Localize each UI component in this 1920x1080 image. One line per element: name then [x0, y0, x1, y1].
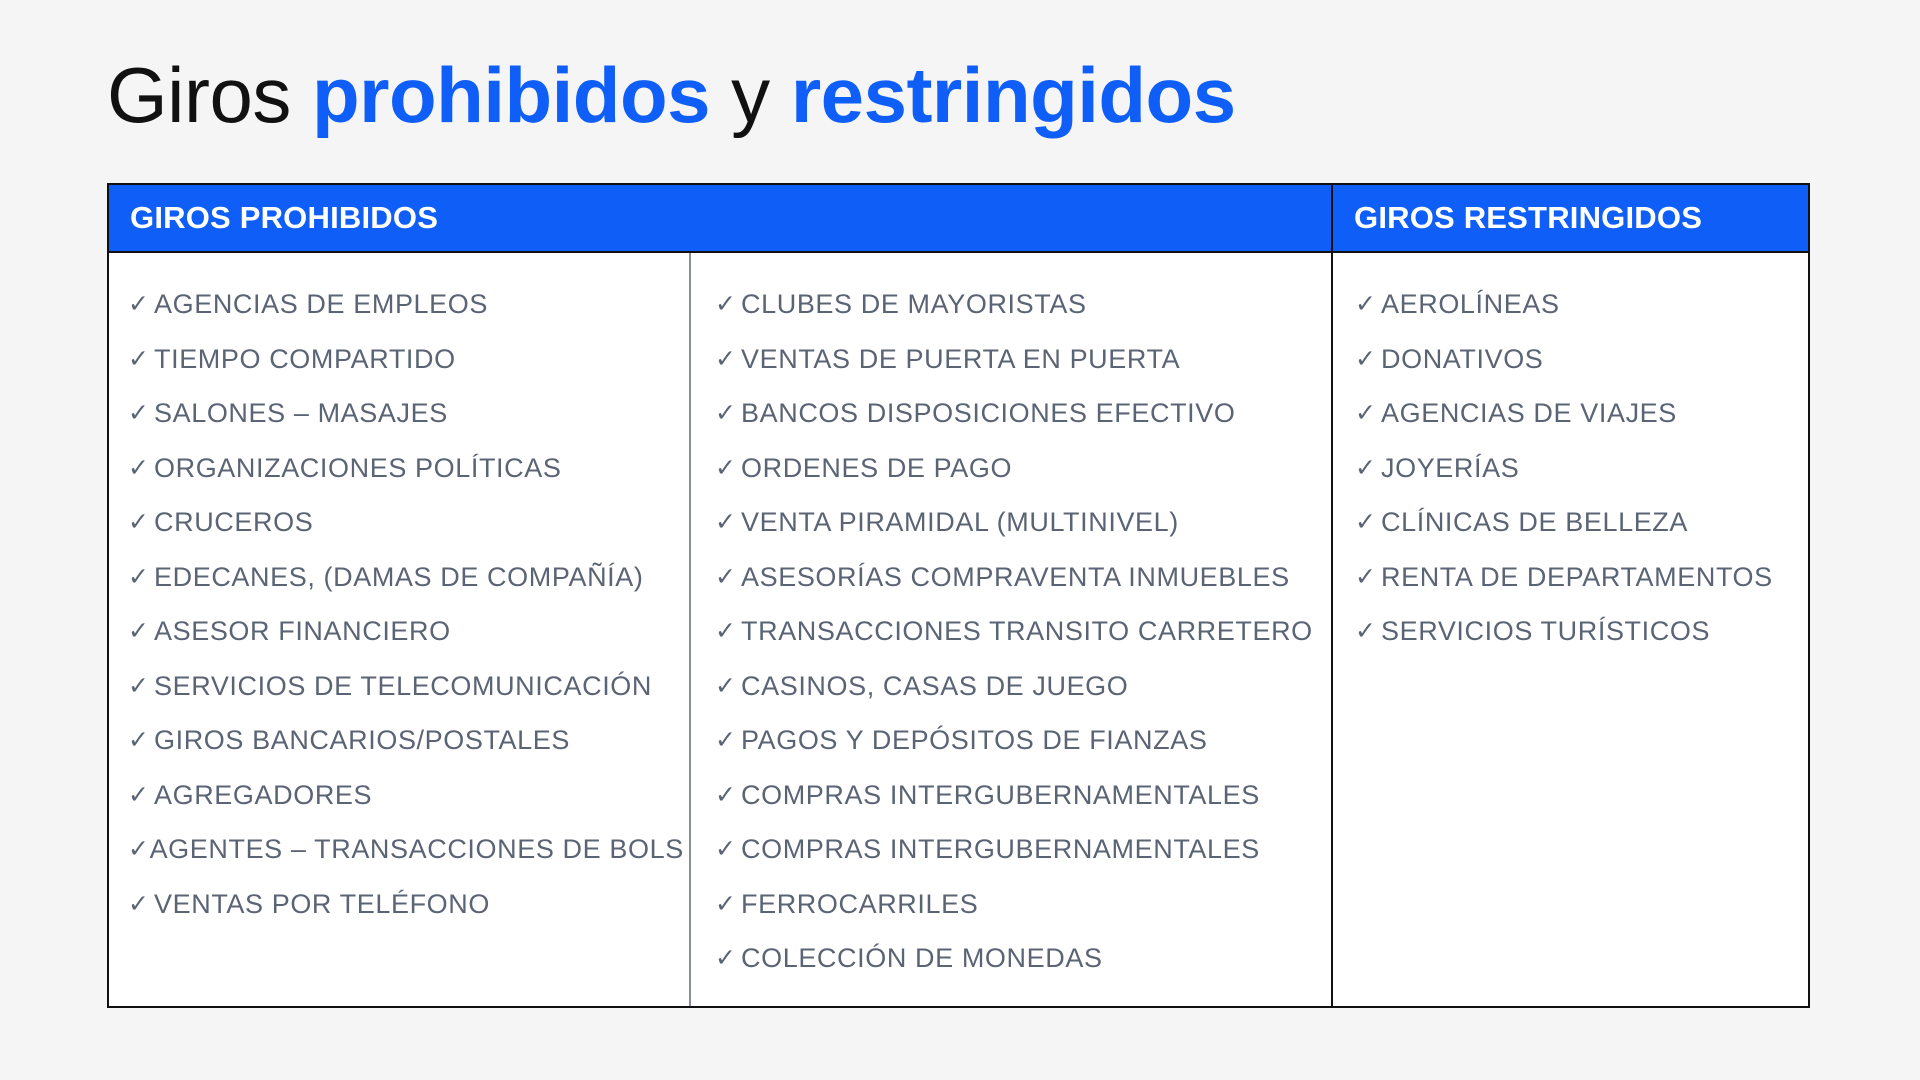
check-icon: ✓ [1355, 398, 1377, 427]
list-item [715, 289, 1325, 344]
check-icon: ✓ [715, 779, 737, 809]
list-item [715, 616, 1325, 671]
list-item-label: CLÍNICAS DE BELLEZA [1381, 507, 1689, 537]
list-item [128, 344, 683, 399]
list-item [1355, 507, 1805, 562]
list-item [715, 562, 1325, 617]
column-divider-minor [689, 253, 691, 1006]
title-part-restringidos: restringidos [790, 51, 1236, 139]
list-item [715, 780, 1325, 835]
list-item-label: VENTAS POR TELÉFONO [154, 888, 490, 919]
header-divider [109, 251, 1808, 253]
check-icon: ✓ [715, 452, 737, 482]
list-item-label: AGENTES – TRANSACCIONES DE BOLS [149, 834, 684, 864]
list-item-label: SERVICIOS DE TELECOMUNICACIÓN [154, 670, 652, 701]
list-item-label: CASINOS, CASAS DE JUEGO [741, 670, 1129, 701]
check-icon: ✓ [1355, 507, 1377, 536]
check-icon: ✓ [128, 888, 150, 918]
check-icon: ✓ [715, 343, 737, 373]
list-item-label: VENTAS DE PUERTA EN PUERTA [741, 343, 1181, 374]
restringidos-list [1355, 289, 1805, 671]
list-item [128, 616, 683, 671]
check-icon: ✓ [715, 670, 737, 700]
list-item [715, 889, 1325, 944]
check-icon: ✓ [1355, 616, 1377, 645]
check-icon: ✓ [715, 888, 737, 918]
check-icon: ✓ [1355, 289, 1377, 318]
giros-table [107, 183, 1810, 1008]
check-icon: ✓ [715, 834, 737, 863]
check-icon: ✓ [1355, 343, 1377, 373]
list-item-label: SERVICIOS TURÍSTICOS [1381, 616, 1711, 646]
list-item [128, 289, 683, 344]
list-item-label: PAGOS Y DEPÓSITOS DE FIANZAS [741, 725, 1208, 755]
list-item [128, 834, 683, 889]
check-icon: ✓ [1355, 561, 1377, 591]
list-item [128, 507, 683, 562]
list-item [1355, 616, 1805, 671]
list-item-label: JOYERÍAS [1381, 452, 1520, 483]
list-item [715, 834, 1325, 889]
list-item-label: RENTA DE DEPARTAMENTOS [1381, 561, 1773, 592]
list-item-label: CLUBES DE MAYORISTAS [741, 289, 1087, 319]
check-icon: ✓ [128, 507, 150, 536]
prohibidos-list-column-1 [128, 289, 683, 943]
list-item [715, 398, 1325, 453]
list-item-label: EDECANES, (DAMAS DE COMPAÑÍA) [154, 561, 644, 592]
check-icon: ✓ [715, 398, 737, 427]
check-icon: ✓ [128, 452, 150, 482]
list-item-label: COLECCIÓN DE MONEDAS [741, 943, 1103, 973]
list-item [128, 889, 683, 944]
list-item-label: CRUCEROS [154, 507, 314, 537]
list-item [715, 943, 1325, 998]
check-icon: ✓ [715, 289, 737, 318]
list-item-label: ASESOR FINANCIERO [154, 616, 451, 646]
check-icon: ✓ [715, 725, 737, 754]
list-item-label: ORGANIZACIONES POLÍTICAS [154, 452, 562, 483]
list-item-label: VENTA PIRAMIDAL (MULTINIVEL) [741, 507, 1179, 537]
list-item [715, 507, 1325, 562]
check-icon: ✓ [715, 943, 737, 972]
header-giros-prohibidos: GIROS PROHIBIDOS [109, 185, 1331, 251]
title-part-giros: Giros [107, 51, 313, 139]
list-item-label: AEROLÍNEAS [1381, 289, 1560, 319]
list-item-label: ORDENES DE PAGO [741, 452, 1013, 483]
header-giros-restringidos: GIROS RESTRINGIDOS [1333, 185, 1808, 251]
page-title [107, 50, 1236, 141]
check-icon: ✓ [715, 561, 737, 591]
list-item-label: ASESORÍAS COMPRAVENTA INMUEBLES [741, 561, 1290, 592]
list-item-label: FERROCARRILES [741, 888, 979, 919]
list-item-label: AGREGADORES [154, 779, 373, 810]
check-icon: ✓ [715, 507, 737, 536]
check-icon: ✓ [715, 616, 737, 645]
check-icon: ✓ [128, 670, 150, 700]
title-part-prohibidos: prohibidos [312, 51, 710, 139]
check-icon: ✓ [128, 343, 150, 373]
list-item-label: TRANSACCIONES TRANSITO CARRETERO [741, 616, 1313, 646]
list-item [128, 562, 683, 617]
list-item [128, 398, 683, 453]
list-item [1355, 562, 1805, 617]
list-item-label: COMPRAS INTERGUBERNAMENTALES [741, 834, 1260, 864]
list-item [715, 671, 1325, 726]
check-icon: ✓ [1355, 452, 1377, 482]
list-item [128, 780, 683, 835]
check-icon: ✓ [128, 834, 150, 863]
list-item [128, 725, 683, 780]
prohibidos-list-column-2 [715, 289, 1325, 998]
list-item [1355, 344, 1805, 399]
list-item-label: GIROS BANCARIOS/POSTALES [154, 725, 570, 755]
check-icon: ✓ [128, 289, 150, 318]
list-item [128, 453, 683, 508]
list-item [715, 344, 1325, 399]
list-item [715, 725, 1325, 780]
list-item-label: BANCOS DISPOSICIONES EFECTIVO [741, 398, 1236, 428]
list-item [1355, 398, 1805, 453]
check-icon: ✓ [128, 725, 150, 754]
list-item [1355, 453, 1805, 508]
list-item-label: COMPRAS INTERGUBERNAMENTALES [741, 779, 1260, 810]
check-icon: ✓ [128, 616, 150, 645]
list-item [715, 453, 1325, 508]
check-icon: ✓ [128, 779, 150, 809]
list-item-label: AGENCIAS DE EMPLEOS [154, 289, 488, 319]
column-divider-major [1331, 185, 1333, 1006]
list-item [128, 671, 683, 726]
list-item-label: TIEMPO COMPARTIDO [154, 343, 456, 374]
list-item [1355, 289, 1805, 344]
title-part-y: y [709, 51, 791, 139]
check-icon: ✓ [128, 398, 150, 427]
check-icon: ✓ [128, 561, 150, 591]
list-item-label: AGENCIAS DE VIAJES [1381, 398, 1677, 428]
list-item-label: DONATIVOS [1381, 343, 1544, 374]
list-item-label: SALONES – MASAJES [154, 398, 448, 428]
